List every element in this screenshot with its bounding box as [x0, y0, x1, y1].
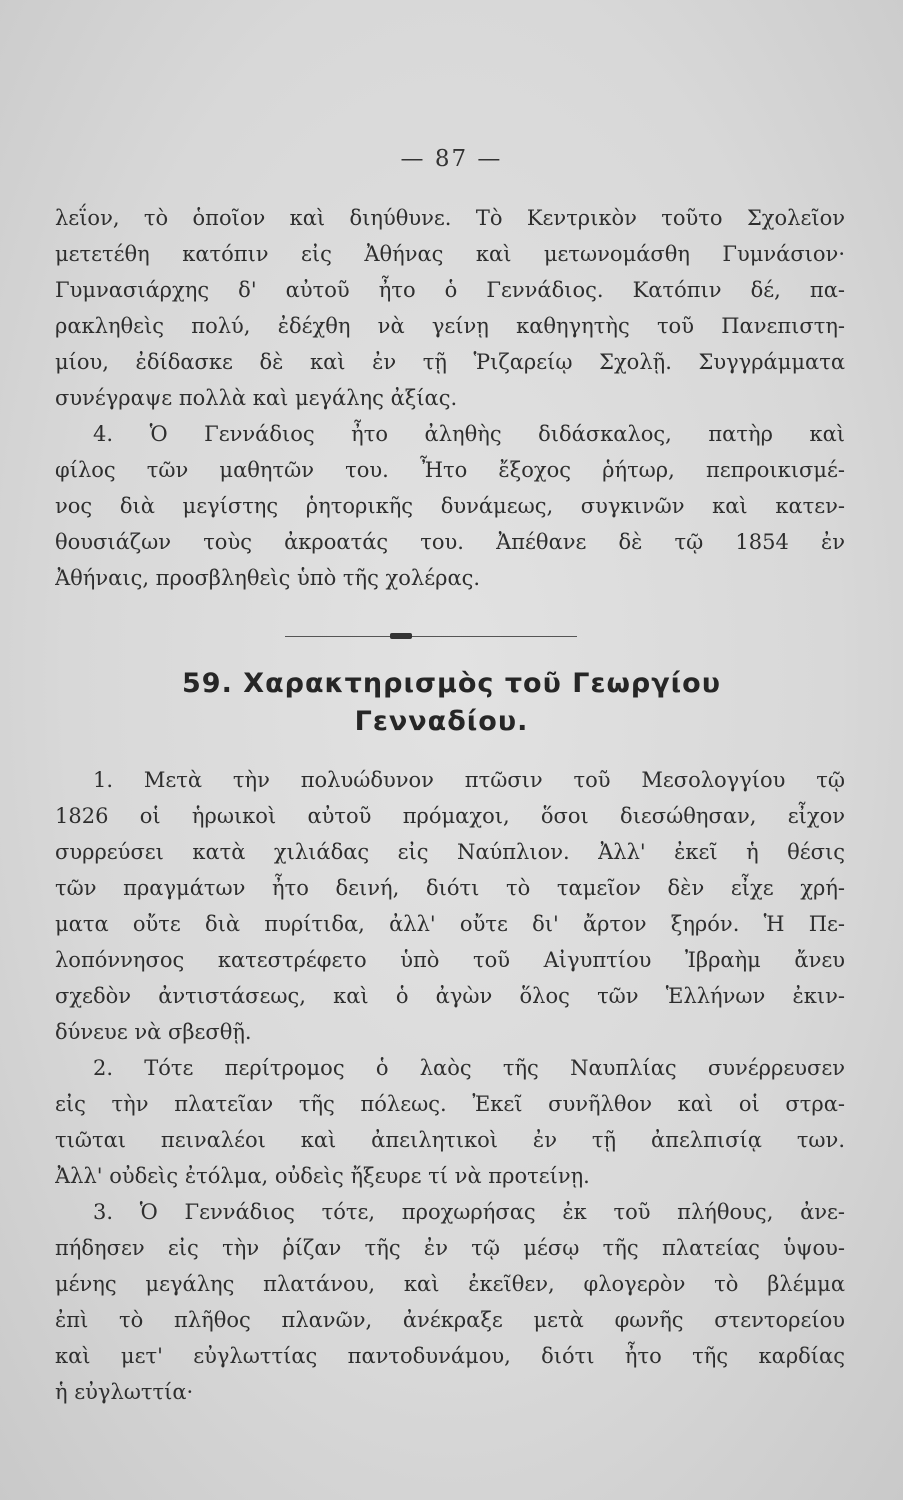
page-number: — 87 — — [400, 146, 503, 172]
paragraph-block-bottom — [55, 762, 845, 1410]
text-line: λοπόννησος κατεστρέφετο ὑπὸ τοῦ Αἰγυπτίου Ἰβραὴμ ἄνευ — [55, 948, 845, 972]
text-line: λεΐον, τὸ ὁποῖον καὶ διηύθυνε. Τὸ Κεντρικὸν τοῦτο Σχολεῖον — [55, 206, 845, 230]
text-line: συνέγραψε πολλὰ καὶ μεγάλης ἀξίας. — [55, 386, 458, 410]
text-line: θουσιάζων τοὺς ἀκροατάς του. Ἀπέθανε δὲ τῷ 1854 ἐν — [55, 530, 845, 554]
text-line: πήδησεν εἰς τὴν ῥίζαν τῆς ἐν τῷ μέσῳ τῆς πλατείας ὑψου- — [55, 1236, 845, 1260]
text-line: τιῶται πειναλέοι καὶ ἀπειλητικοὶ ἐν τῇ ἀπελπισίᾳ των. — [55, 1128, 845, 1152]
text-line: Ἀλλ' οὐδεὶς ἐτόλμα, οὐδεὶς ἤξευρε τί νὰ προτείνῃ. — [55, 1164, 590, 1188]
text-line: 1. Μετὰ τὴν πολυώδυνον πτῶσιν τοῦ Μεσολογγίου τῷ — [93, 768, 845, 792]
text-line: φίλος τῶν μαθητῶν του. Ἦτο ἔξοχος ῥήτωρ, πεπροικισμέ- — [55, 458, 845, 482]
text-line: ἐπὶ τὸ πλῆθος πλανῶν, ἀνέκραξε μετὰ φωνῆς στεντορείου — [55, 1308, 845, 1332]
text-line: σχεδὸν ἀντιστάσεως, καὶ ὁ ἀγὼν ὅλος τῶν Ἑλλήνων ἐκιν- — [55, 984, 845, 1008]
text-line: συρρεύσει κατὰ χιλιάδας εἰς Ναύπλιον. Ἀλλ' ἐκεῖ ἡ θέσις — [55, 840, 845, 864]
section-divider — [285, 636, 577, 637]
text-line: Γυμνασιάρχης δ' αὐτοῦ ἦτο ὁ Γεννάδιος. Κατόπιν δέ, πα- — [55, 278, 845, 302]
text-line: μετετέθη κατόπιν εἰς Ἀθήνας καὶ μετωνομάσθη Γυμνάσιον· — [55, 242, 845, 266]
text-line: 2. Τότε περίτρομος ὁ λαὸς τῆς Ναυπλίας συνέρρευσεν — [93, 1056, 845, 1080]
text-line: μίου, ἐδίδασκε δὲ καὶ ἐν τῇ Ῥιζαρείῳ Σχολῇ. Συγγράμματα — [55, 350, 845, 374]
text-line: εἰς τὴν πλατεῖαν τῆς πόλεως. Ἐκεῖ συνῆλθον καὶ οἱ στρα- — [55, 1092, 845, 1116]
text-line: ρακληθεὶς πολύ, ἐδέχθη νὰ γείνῃ καθηγητὴς τοῦ Πανεπιστη- — [55, 314, 845, 338]
chapter-heading: 59. Χαρακτηρισμὸς τοῦ Γεωργίου — [182, 668, 721, 699]
text-line: καὶ μετ' εὐγλωττίας παντοδυνάμου, διότι ἦτο τῆς καρδίας — [55, 1344, 845, 1368]
text-line: τῶν πραγμάτων ἦτο δεινή, διότι τὸ ταμεῖον δὲν εἶχε χρή- — [55, 876, 845, 900]
text-line: 4. Ὁ Γεννάδιος ἦτο ἀληθὴς διδάσκαλος, πατὴρ καὶ — [93, 422, 845, 446]
text-line: νος διὰ μεγίστης ῥητορικῆς δυνάμεως, συγκινῶν καὶ κατεν- — [55, 494, 845, 518]
text-line: μένης μεγάλης πλατάνου, καὶ ἐκεῖθεν, φλογερὸν τὸ βλέμμα — [55, 1272, 845, 1296]
text-line: 3. Ὁ Γεννάδιος τότε, προχωρήσας ἐκ τοῦ πλήθους, ἀνε- — [93, 1200, 845, 1224]
divider-ornament — [390, 633, 412, 639]
text-line: Ἀθήναις, προσβληθεὶς ὑπὸ τῆς χολέρας. — [55, 566, 481, 590]
text-line: ἡ εὐγλωττία· — [55, 1380, 194, 1404]
paragraph-block-top — [55, 200, 845, 596]
text-line: 1826 οἱ ἡρωικοὶ αὐτοῦ πρόμαχοι, ὅσοι διεσώθησαν, εἶχον — [55, 804, 845, 828]
text-line: ματα οὔτε διὰ πυρίτιδα, ἀλλ' οὔτε δι' ἄρτον ξηρόν. Ἡ Πε- — [55, 912, 845, 936]
text-line: δύνευε νὰ σβεσθῇ. — [55, 1020, 252, 1044]
chapter-heading-continued: Γενναδίου. — [354, 706, 529, 737]
